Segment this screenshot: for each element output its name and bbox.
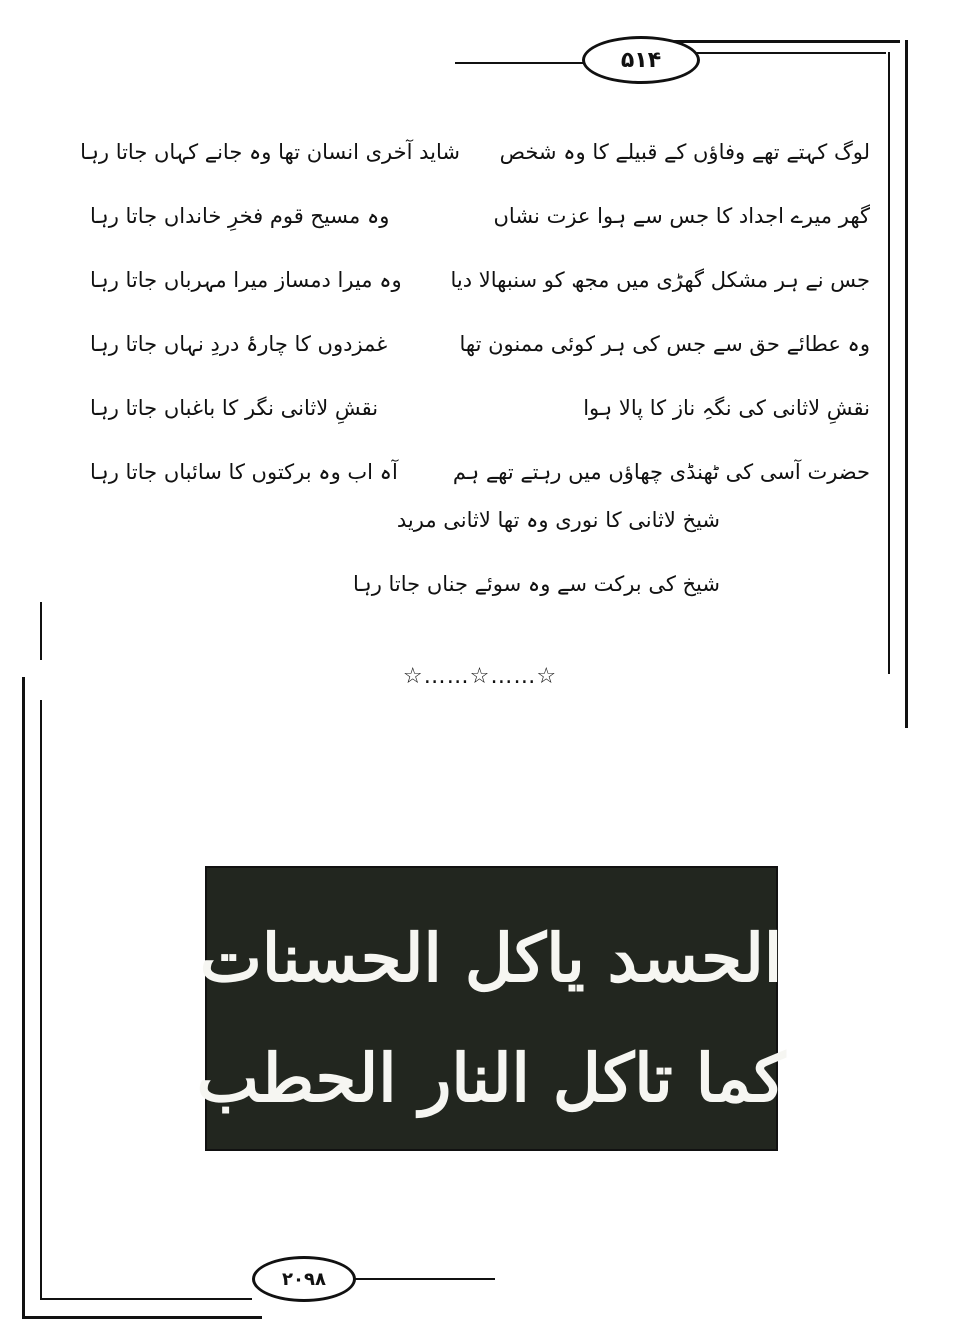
- poem-line-first: گھر میرے اجداد کا جس سے ہوا عزت نشاں: [493, 204, 870, 228]
- left-border-line-outer: [22, 677, 25, 1317]
- star-divider: ☆……☆……☆: [402, 664, 558, 689]
- poem-couplet: [90, 312, 870, 376]
- left-border-line-upper: [40, 602, 42, 660]
- top-border-line-left: [455, 62, 585, 64]
- page-number-bottom: ۲۰۹۸: [282, 1268, 326, 1290]
- poem-line-second: نقشِ لاثانی نگر کا باغباں جاتا رہا: [90, 396, 379, 420]
- left-border-line-inner: [40, 700, 42, 1300]
- right-border-line-outer: [905, 40, 908, 728]
- calligraphy-line-1: الحسد یاکل الحسنات: [199, 919, 783, 997]
- poem-couplet: [80, 120, 870, 184]
- poem-couplet: [90, 376, 870, 440]
- poem-line-first: لوگ کہتے تھے وفاؤں کے قبیلے کا وہ شخص: [499, 140, 870, 164]
- poem-line-first: حضرت آسی کی ٹھنڈی چھاؤں میں رہتے تھے ہم: [452, 460, 870, 484]
- elegy-poem: [80, 120, 870, 504]
- page-number-badge-top: [582, 36, 700, 84]
- closing-line-1: شیخ لاثانی کا نوری وہ تھا لاثانی مرید: [396, 508, 720, 532]
- poem-line-first: نقشِ لاثانی کی نگہِ ناز کا پالا ہوا: [583, 396, 870, 420]
- poem-couplet: [90, 184, 870, 248]
- poem-line-second: شاید آخری انسان تھا وہ جانے کہاں جاتا رہا: [80, 140, 460, 164]
- page-number-badge-bottom: [252, 1256, 356, 1302]
- poem-line-second: غمزدوں کا چارۂ دردِ نہاں جاتا رہا: [90, 332, 388, 356]
- calligraphy-panel: [196, 866, 786, 1151]
- poem-line-first: جس نے ہر مشکل گھڑی میں مجھ کو سنبھالا دیا: [450, 268, 870, 292]
- bottom-border-line-right: [345, 1278, 495, 1280]
- bottom-border-line-inner: [40, 1298, 252, 1300]
- page-number-top: ۵۱۴: [620, 47, 662, 73]
- poem-line-first: وہ عطائے حق سے جس کی ہر کوئی ممنون تھا: [459, 332, 870, 356]
- closing-line-2: شیخ کی برکت سے وہ سوئے جناں جاتا رہا: [353, 572, 720, 596]
- poem-couplet: [90, 440, 870, 504]
- top-border-line: [660, 40, 900, 43]
- poem-line-second: آہ اب وہ برکتوں کا سائباں جاتا رہا: [90, 460, 398, 484]
- right-border-line-inner: [888, 52, 890, 674]
- calligraphy-line-2: کما تاکل النار الحطب: [196, 1039, 786, 1117]
- poem-line-second: وہ میرا دمساز میرا مہرباں جاتا رہا: [90, 268, 402, 292]
- bottom-border-line-outer: [22, 1316, 262, 1319]
- poem-line-second: وہ مسیح قوم فخرِ خانداں جاتا رہا: [90, 204, 390, 228]
- calligraphy-artwork: [196, 866, 786, 1151]
- poem-couplet: [90, 248, 870, 312]
